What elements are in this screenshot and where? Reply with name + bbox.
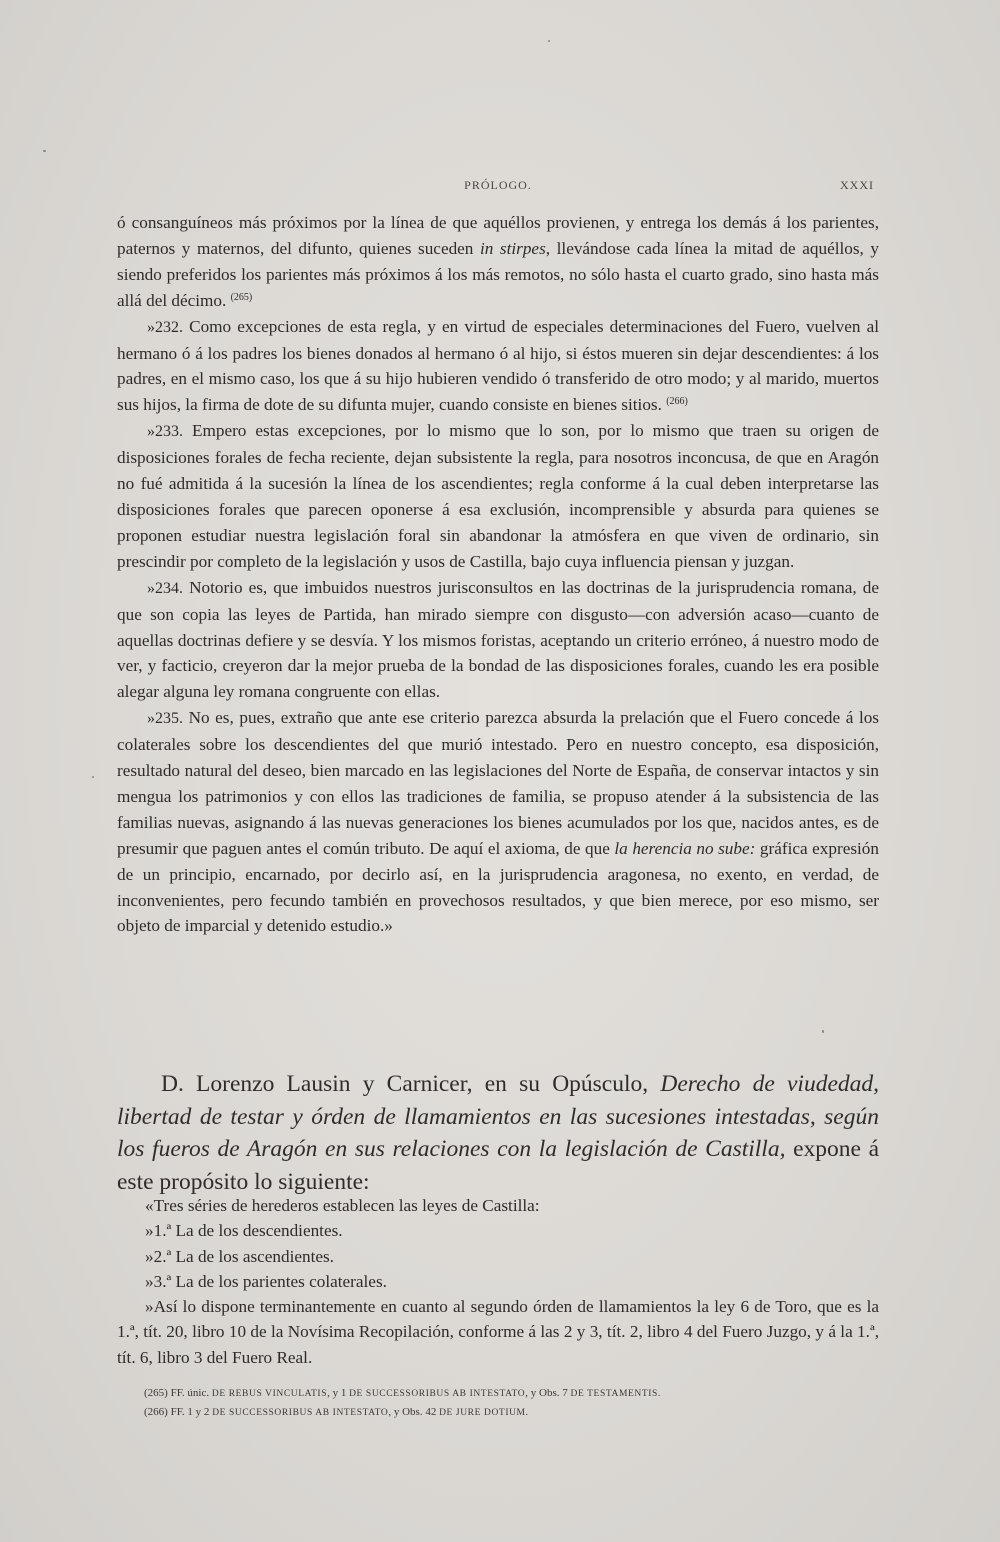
footnote-number: (265) [144,1387,168,1399]
paper-speck [548,40,550,42]
quote-list-item: »2.ª La de los ascendientes. [145,1246,334,1266]
footnote-ref: (266) [666,396,688,408]
footnote-text: , y 1 [327,1387,350,1399]
paragraph-234 [117,575,879,706]
body-text [117,210,879,939]
footnote-citation: DE TESTAMENTIS. [570,1389,661,1399]
big-lead-text: D. Lorenzo Lausin y Carnicer, en su Opúsculo, [161,1071,661,1097]
footnote-ref: (265) [230,291,253,303]
paragraph-number: »232. [147,318,183,336]
footnote-text: FF. 1 y 2 [167,1406,213,1418]
footnote-citation: DE REBUS VINCULATIS [211,1389,328,1399]
footnote-text: , y Obs. 7 [525,1387,571,1399]
page-number: XXXI [840,178,874,192]
paragraph-text: , llevándose cada línea la mitad de aquéllos, y siendo preferidos los parientes más próximos á los más remotos, no sólo hasta el cuarto grado, sino hasta más allá del décimo. [117,238,879,310]
footnote-citation: DE SUCCESSORIBUS AB INTESTATO [349,1389,526,1399]
footnote-number: (266) [144,1406,168,1418]
paragraph-text: Como excepciones de esta regla, y en virtud de especiales determinaciones del Fuero, vuelven al hermano ó á los padres los bienes donados al hermano ó al hijo, si éstos mueren sin dejar descendientes: á los padres, en el mismo caso, los que á su hijo hubieren vendido ó transferido de otro modo; y al marido, muertos sus hijos, la firma de dote de su difunta mujer, cuando consiste en bienes sitios. [117,316,879,415]
quote-list-item: »1.ª La de los descendientes. [145,1221,343,1241]
paragraph-continuation [117,210,879,314]
paper-speck [43,150,46,152]
quote-list-item: »3.ª La de los parientes colaterales. [145,1271,387,1291]
footnote-266 [144,1403,884,1422]
quote-intro: «Tres séries de herederos establecen las leyes de Castilla: [145,1196,540,1215]
paragraph-233 [117,418,879,574]
footnote-citation: DE JURE DOTIUM. [439,1408,529,1418]
quote-closing: »Así lo dispone terminantemente en cuanto al segundo órden de llamamientos la ley 6 de Toro, que es la 1.ª, tít. 20, libro 10 de la Novísima Recopilación, conforme á las 2 y 3, tít. 2, libro 4 del Fuero Juzgo, y á la 1.ª, tít. 6, libro 3 del Fuero Real. [117,1297,879,1367]
large-type-paragraph [117,1068,879,1198]
big-tail-text: expone á este propósito lo siguiente: [117,1136,880,1195]
paper-speck [92,776,94,778]
work-title: Derecho de viudedad, libertad de testar y órden de llamamientos en las sucesiones intestadas, según los fueros de Aragón en sus relaciones con la legislación de Castilla, [117,1071,880,1162]
footnote-citation: DE SUCCESSORIBUS AB INTESTATO [212,1408,389,1418]
paper-speck [822,1030,824,1033]
running-head [118,178,878,198]
paragraph-number: »235. [147,710,183,728]
italic-term: in stirpes [479,238,546,258]
footnotes [144,1384,884,1422]
paragraph-235 [117,705,879,939]
paragraph-text: Notorio es, que imbuidos nuestros jurisconsultos en las doctrinas de la jurisprudencia romana, de que son copia las leyes de Partida, han mirado siempre con disgusto—con adversión acaso—cuanto de aquellas doctrinas defiere y se desvía. Y los mismos foristas, aceptando un criterio erróneo, á nuestro modo de ver, y facticio, creyeron dar la mejor prueba de la bondad de las disposiciones forales, cuando les era posible alegar alguna ley romana congruente con ellas. [117,577,879,702]
paragraph-number: »233. [147,423,183,441]
footnote-265 [144,1384,884,1403]
italic-term: la herencia no sube: [614,838,756,858]
footnote-text: FF. únic. [167,1387,212,1399]
quotation-block [117,1193,879,1370]
paragraph-text: Empero estas excepciones, por lo mismo que lo son, por lo mismo que traen su origen de disposiciones forales de fecha reciente, dejan subsistente la regla, para nosotros inconcusa, de que en Aragón no fué admitida á la sucesión la línea de los ascendientes; regla conforme á la cual deben interpretarse las disposiciones forales que parecen oponerse á esa exclusión, incomprensible y absurda para quienes se proponen estudiar nuestra legislación foral sin abandonar la atmósfera en que viven de ordinario, sin prescindir por completo de la legislación y usos de Castilla, bajo cuya influencia piensan y juzgan. [117,421,879,571]
paragraph-232 [117,314,879,419]
paragraph-number: »234. [147,579,183,597]
paragraph-text: ó consanguíneos más próximos por la línea de que aquéllos provienen, y entrega los demás á los parientes, paternos y maternos, del difunto, quienes suceden [117,213,879,258]
paragraph-text: No es, pues, extraño que ante ese criterio parezca absurda la prelación que el Fuero concede á los colaterales sobre los descendientes del que murió intestado. Pero en nuestro concepto, esa disposición, resultado natural del deseo, bien marcado en las legislaciones del Norte de España, de conservar intactos y sin mengua los patrimonios y con ellos las tradiciones de familia, se propuso atender á la subsistencia de las familias nuevas, asignando á las nuevas generaciones los bienes acumulados por los que, nacidos antes, es de presumir que paguen antes el común tributo. De aquí el axioma, de que [117,708,879,858]
footnote-text: , y Obs. 42 [388,1406,440,1418]
paragraph-text: gráfica expresión de un principio, encarnado, por decirlo así, en la jurisprudencia aragonesa, no exento, en verdad, de inconvenientes, pero fecundo también en provechosos resultados, y que bien merece, por eso mismo, ser objeto de imparcial y detenido estudio.» [117,838,879,936]
running-head-title: PRÓLOGO. [464,178,532,192]
